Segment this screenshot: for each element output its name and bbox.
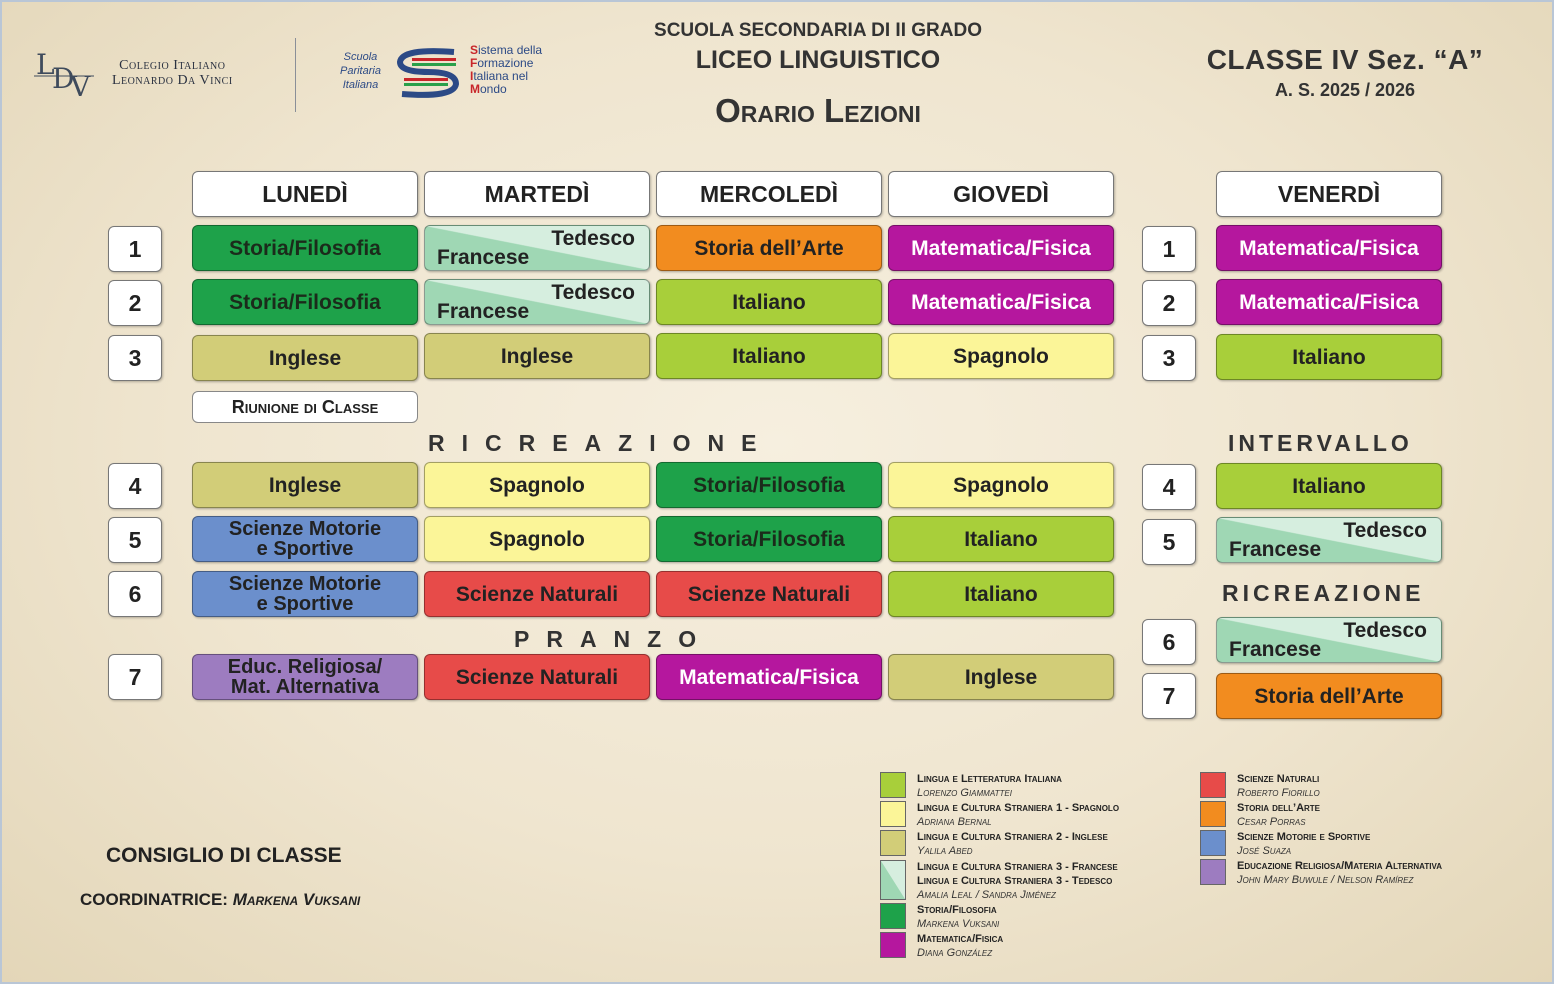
- break-ricreazione: RICREAZIONE: [428, 430, 774, 456]
- day-header-giovedi: GIOVEDÌ: [888, 171, 1114, 217]
- legend-swatch: [1200, 830, 1226, 856]
- lesson-cell: Italiano: [1216, 334, 1442, 380]
- svg-text:V: V: [70, 70, 89, 98]
- riunione-di-classe: Riunione di Classe: [192, 391, 418, 423]
- day-header-lunedi: LUNEDÌ: [192, 171, 418, 217]
- sfi-books-logo: [392, 44, 464, 100]
- lesson-cell: Italiano: [888, 571, 1114, 617]
- legend-francese-tedesco: Lingua e Cultura Straniera 3 - Francese Lingua e Cultura Straniera 3 - Tedesco Amalia Leal / Sandra Jiménez: [880, 860, 1118, 902]
- lesson-cell: Scienze Naturali: [424, 571, 650, 617]
- lesson-cell: Scienze Naturali: [424, 654, 650, 700]
- sfi-text: Sistema della Formazione Italiana nel Mondo: [470, 43, 543, 96]
- break-pranzo: PRANZO: [514, 626, 714, 652]
- lesson-cell-split: Tedesco Francese: [424, 279, 650, 325]
- period-number: 7: [108, 654, 162, 700]
- legend-inglese: Lingua e Cultura Straniera 2 - Inglese Yalila Abed: [880, 830, 1108, 858]
- lesson-cell: Matematica/Fisica: [1216, 225, 1442, 271]
- lesson-cell: Matematica/Fisica: [888, 279, 1114, 325]
- legend-motorie: Scienze Motorie e Sportive José Suaza: [1200, 830, 1370, 858]
- lesson-cell: Spagnolo: [888, 333, 1114, 379]
- scuola-paritaria-text: Scuola Paritaria Italiana: [340, 51, 381, 91]
- legend-matematica: Matematica/Fisica Diana González: [880, 932, 1003, 960]
- svg-text:L: L: [36, 48, 53, 81]
- header-divider: [295, 38, 296, 112]
- legend-swatch: [880, 860, 906, 900]
- lesson-cell-split: Tedesco Francese: [424, 225, 650, 271]
- lesson-cell: Italiano: [1216, 463, 1442, 509]
- lesson-cell: Scienze Naturali: [656, 571, 882, 617]
- lesson-cell: Inglese: [192, 335, 418, 381]
- legend-swatch: [880, 903, 906, 929]
- legend-italiano: Lingua e Letteratura Italiana Lorenzo Giammattei: [880, 772, 1062, 800]
- ldv-logo: [34, 44, 98, 98]
- lesson-cell: Spagnolo: [424, 516, 650, 562]
- ldv-name-line1: Colegio Italiano: [119, 58, 226, 73]
- ldv-school-name: [112, 58, 233, 88]
- lesson-cell-split: Tedesco Francese: [1216, 617, 1442, 663]
- period-number: 2: [108, 280, 162, 326]
- lesson-cell: Scienze Motorie e Sportive: [192, 516, 418, 562]
- lesson-cell: Storia/Filosofia: [192, 279, 418, 325]
- lesson-cell: Matematica/Fisica: [656, 654, 882, 700]
- coordinatrice: COORDINATRICE: Markena Vuksani: [80, 890, 361, 909]
- legend-storia: Storia/Filosofia Markena Vuksani: [880, 903, 999, 931]
- period-number: 6: [108, 571, 162, 617]
- lesson-cell: Educ. Religiosa/ Mat. Alternativa: [192, 654, 418, 700]
- lesson-cell: Inglese: [424, 333, 650, 379]
- school-year: A. S. 2025 / 2026: [1274, 80, 1416, 100]
- legend-swatch: [1200, 801, 1226, 827]
- day-header-venerdi: VENERDÌ: [1216, 171, 1442, 217]
- lesson-cell: Italiano: [656, 333, 882, 379]
- period-number: 2: [1142, 280, 1196, 326]
- period-number: 5: [108, 517, 162, 563]
- lesson-cell: Storia/Filosofia: [656, 462, 882, 508]
- school-level: SCUOLA SECONDARIA DI II GRADO: [654, 20, 982, 41]
- legend-swatch: [880, 801, 906, 827]
- lesson-cell: Storia/Filosofia: [656, 516, 882, 562]
- consiglio-di-classe: CONSIGLIO DI CLASSE: [106, 844, 342, 867]
- lesson-cell: Italiano: [656, 279, 882, 325]
- ldv-name-line2: Leonardo Da Vinci: [112, 73, 233, 88]
- lesson-cell: Storia dell’Arte: [1216, 673, 1442, 719]
- svg-text:D: D: [52, 62, 73, 95]
- lesson-cell: Matematica/Fisica: [1216, 279, 1442, 325]
- period-number: 1: [1142, 226, 1196, 272]
- lesson-cell: Inglese: [192, 462, 418, 508]
- period-number: 7: [1142, 673, 1196, 719]
- legend-swatch: [1200, 772, 1226, 798]
- lesson-cell: Matematica/Fisica: [888, 225, 1114, 271]
- period-number: 3: [108, 335, 162, 381]
- day-header-martedi: MARTEDÌ: [424, 171, 650, 217]
- period-number: 6: [1142, 619, 1196, 665]
- break-intervallo: INTERVALLO: [1228, 430, 1413, 456]
- legend-swatch: [880, 932, 906, 958]
- lesson-cell: Spagnolo: [424, 462, 650, 508]
- legend-swatch: [880, 830, 906, 856]
- lesson-cell: Italiano: [888, 516, 1114, 562]
- day-header-mercoledi: MERCOLEDÌ: [656, 171, 882, 217]
- legend-scienze-naturali: Scienze Naturali Roberto Fiorillo: [1200, 772, 1320, 800]
- lesson-cell-split: Tedesco Francese: [1216, 517, 1442, 563]
- legend-arte: Storia dell’Arte Cesar Porras: [1200, 801, 1320, 829]
- legend-spagnolo: Lingua e Cultura Straniera 1 - Spagnolo Adriana Bernal: [880, 801, 1119, 829]
- legend-swatch: [1200, 859, 1226, 885]
- period-number: 5: [1142, 519, 1196, 565]
- period-number: 4: [1142, 464, 1196, 510]
- period-number: 1: [108, 226, 162, 272]
- lesson-cell: Storia dell’Arte: [656, 225, 882, 271]
- lesson-cell: Inglese: [888, 654, 1114, 700]
- class-label: CLASSE IV Sez. “A”: [1206, 44, 1484, 75]
- liceo-title: LICEO LINGUISTICO: [695, 46, 941, 74]
- period-number: 4: [108, 463, 162, 509]
- break-ricreazione-venerdi: RICREAZIONE: [1222, 580, 1425, 606]
- page-title: Orario Lezioni: [715, 92, 921, 129]
- legend-swatch: [880, 772, 906, 798]
- lesson-cell: Storia/Filosofia: [192, 225, 418, 271]
- legend-religione: Educazione Religiosa/Materia Alternativa John Mary Buwule / Nelson Ramírez: [1200, 859, 1442, 887]
- lesson-cell: Spagnolo: [888, 462, 1114, 508]
- lesson-cell: Scienze Motorie e Sportive: [192, 571, 418, 617]
- period-number: 3: [1142, 335, 1196, 381]
